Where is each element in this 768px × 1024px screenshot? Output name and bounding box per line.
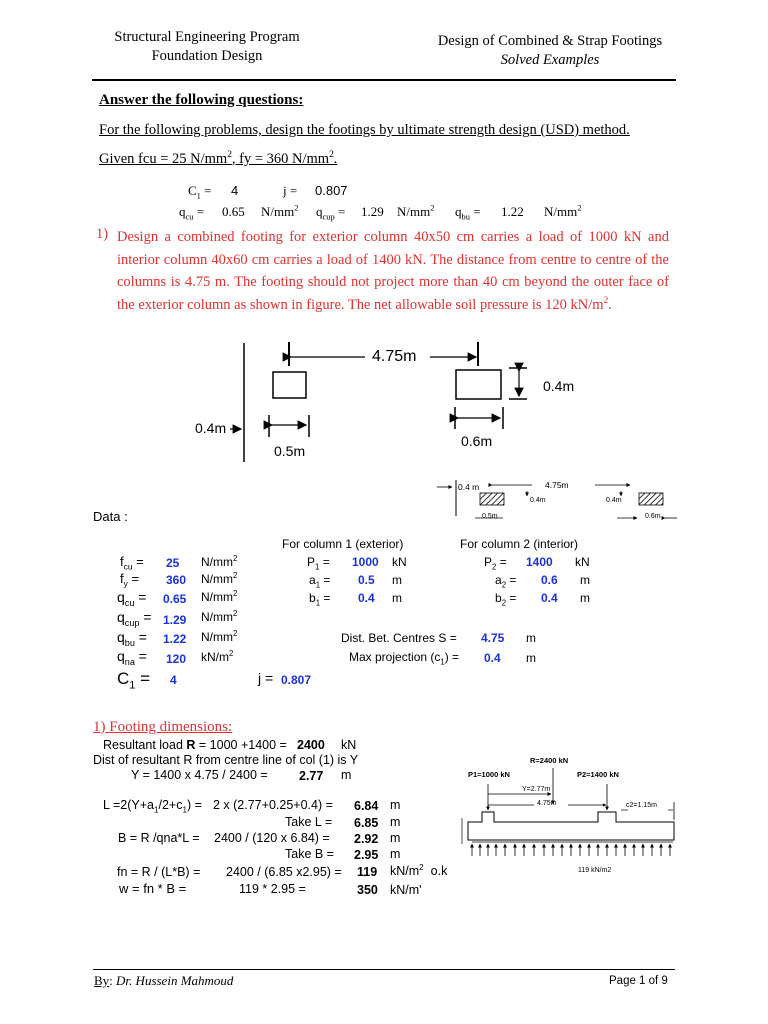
max-projection-value: 0.4 [484, 651, 501, 665]
b2-unit: m [580, 591, 590, 605]
fig3-c2-label: c2=1.15m [626, 802, 657, 809]
a2-unit: m [580, 573, 590, 587]
b-value: 2.92 [354, 832, 379, 846]
fn-unit: $kN/m^2$ o.k [390, 862, 448, 878]
problem-number: 1) [96, 226, 109, 242]
qcup-label: $q_{cup}$ = [117, 609, 152, 628]
dist-centres-value: 4.75 [481, 631, 505, 645]
b1-unit: m [392, 591, 402, 605]
given-end: . [333, 151, 338, 167]
fig3-p2-label: P2=1400 kN [577, 770, 619, 779]
c1-data-value: 4 [170, 673, 177, 687]
b1-label: $b_1$ = [309, 591, 331, 608]
course-name: Foundation Design [151, 48, 263, 64]
take-b-unit: m [390, 847, 401, 861]
fn-expression: fn = R / (L*B) = [117, 865, 201, 879]
fig2-proj-label: 0.4 m [458, 482, 480, 492]
fig1-col1-width-label: 0.5m [274, 443, 306, 459]
fig1-col-height-label: 0.4m [543, 378, 575, 394]
y-expression: Y = 1400 x 4.75 / 2400 = [131, 768, 268, 782]
qcu-data-value: 0.65 [163, 592, 187, 606]
a1-unit: m [392, 573, 402, 587]
fy-label: $f_y$ = [120, 571, 140, 589]
p1-unit: kN [392, 555, 407, 569]
col2-title: For column 2 (interior) [460, 537, 579, 551]
program-name: Structural Engineering Program [114, 29, 300, 45]
max-projection-label: Max projection $(c_1)$ = [349, 650, 460, 667]
qbu-label: $q_{bu}$ = [117, 629, 147, 648]
fy-unit: $N/mm^2$ [201, 571, 238, 586]
qcu-label: $q_{cu}$ = [117, 589, 147, 608]
c1-value: 4 [231, 183, 239, 198]
a2-label: $a_2$ = [495, 573, 517, 590]
take-l-label: Take L = [285, 815, 333, 829]
document-title: Design of Combined & Strap Footings [437, 33, 663, 49]
p2-label: $P_2$ = [484, 555, 507, 572]
take-l-value: 6.85 [354, 816, 379, 830]
fn-value: 119 [357, 865, 378, 879]
resultant-value: 2400 [297, 738, 325, 752]
b-calculation: 2400 / (120 x 6.84) = [214, 831, 330, 845]
y-unit: m [341, 768, 352, 782]
fig2-dist-label: 4.75m [545, 480, 569, 490]
fig3-pressure-label: 119 kN/m2 [578, 867, 612, 874]
fig3-resultant-label: R=2400 kN [530, 756, 569, 765]
footer-divider [93, 969, 675, 970]
p2-value: 1400 [526, 555, 553, 569]
qcup-unit: $N/mm^2$ [201, 609, 238, 624]
col1-title: For column 1 (exterior) [282, 537, 404, 551]
fig2-h1-label: 0.4m [530, 497, 546, 504]
instruction-text: For the following problems, design the footings by ultimate strength design (USD) method. [99, 122, 630, 138]
fig3-y-label: Y=2.77m [522, 786, 551, 793]
fig2-w1-label: 0.5m [482, 513, 498, 520]
dist-centres-label: Dist. Bet. Centres S = [341, 631, 457, 645]
fig3-distance-label: 4.75m [537, 800, 557, 807]
fig1-col2-width-label: 0.6m [461, 433, 493, 449]
l-value: 6.84 [354, 799, 379, 813]
c1-label: $C_1$ = [117, 669, 151, 692]
take-l-unit: m [390, 815, 401, 829]
b2-value: 0.4 [541, 591, 558, 605]
l-calculation: 2 x (2.77+0.25+0.4) = [213, 798, 333, 812]
p1-label: $P_1$ = [307, 555, 330, 572]
given-values: Given fcu = 25 $N/mm^2$, fy = 360 $N/mm^2$. [99, 150, 338, 167]
p1-value: 1000 [352, 555, 379, 569]
document-subtitle: Solved Examples [500, 52, 600, 68]
header-divider [92, 79, 676, 81]
fig3-p1-label: P1=1000 kN [468, 770, 510, 779]
fig2-h2-label: 0.4m [606, 497, 622, 504]
dist-centres-unit: m [526, 631, 536, 645]
problem-text: Design a combined footing for exterior column 40x50 cm carries a load of 1000 kN and interior column 40x60 cm carries a load of 1400 kN. The distance from centre to centre of the columns is 4.75 m. The footing should not project more than 40 cm beyond the outer face of the exterior column as shown in figure. The net allowable soil pressure is 120 $kN/m^2$. [117, 229, 669, 313]
qcu-value: 0.65 [222, 204, 245, 219]
qcu-unit: $N/mm^2$ [201, 589, 238, 604]
fy-value: 360 [166, 573, 187, 587]
resultant-distance-text: Dist of resultant R from centre line of col (1) is Y [93, 753, 359, 767]
a2-value: 0.6 [541, 573, 558, 587]
resultant-unit: kN [341, 738, 357, 752]
data-title: Data : [93, 509, 128, 524]
fcu-label: $f_{cu}$ = [120, 554, 144, 572]
max-projection-unit: m [526, 651, 536, 665]
w-expression: w = fn * B = [119, 881, 187, 896]
j-data-value: 0.807 [281, 673, 312, 687]
constants-row-1: $C_1$ = 4 j = 0.807 [188, 183, 348, 201]
qbu-unit: $N/mm^2$ [201, 629, 238, 644]
footing-dimensions-heading: 1) Footing dimensions: [93, 719, 233, 735]
a1-label: $a_1$ = [309, 573, 331, 590]
j-value: 0.807 [315, 183, 348, 198]
fig1-left-projection-label: 0.4m [195, 420, 227, 436]
page-number: Page 1 of 9 [609, 975, 668, 987]
y-value: 2.77 [299, 769, 324, 783]
qna-unit: $kN/m^2$ [201, 649, 234, 664]
take-b-value: 2.95 [354, 848, 379, 862]
j-label: j = [258, 670, 274, 686]
header-right [428, 33, 672, 69]
qna-label: $q_{na}$ = [117, 648, 147, 667]
fig1-distance-label: 4.75m [372, 348, 417, 365]
take-b-label: Take B = [285, 847, 334, 861]
header-left [108, 29, 306, 65]
fcu-unit: $N/mm^2$ [201, 554, 238, 569]
questions-heading: Answer the following questions: [99, 92, 304, 108]
qna-value: 120 [166, 652, 187, 666]
p2-unit: kN [575, 555, 590, 569]
w-value: 350 [357, 883, 378, 897]
qcup-data-value: 1.29 [163, 613, 187, 627]
w-calculation: 119 * 2.95 = [239, 882, 306, 896]
w-unit: kN/m' [390, 883, 422, 897]
a1-value: 0.5 [358, 573, 375, 587]
b2-label: $b_2$ = [495, 591, 517, 608]
fcu-value: 25 [166, 556, 180, 570]
qcup-value: 1.29 [361, 204, 384, 219]
b-expression: B = R /qna*L = [118, 831, 200, 845]
given-prefix: Given fcu = 25 N/mm [99, 151, 228, 167]
footer-author: By: Dr. Hussein Mahmoud [94, 973, 234, 988]
fn-calculation: 2400 / (6.85 x2.95) = [226, 865, 342, 879]
given-mid: , fy = 360 N/mm [231, 151, 330, 167]
resultant-label: Resultant load R = 1000 +1400 = [103, 738, 287, 752]
fig2-w2-label: 0.6m [645, 513, 661, 520]
b-unit: m [390, 831, 401, 845]
l-unit: m [390, 798, 401, 812]
l-expression: $L =2(Y+a_1/2+c_1)$ = [103, 798, 202, 815]
qbu-data-value: 1.22 [163, 632, 187, 646]
b1-value: 0.4 [358, 591, 375, 605]
qbu-value: 1.22 [501, 204, 524, 219]
